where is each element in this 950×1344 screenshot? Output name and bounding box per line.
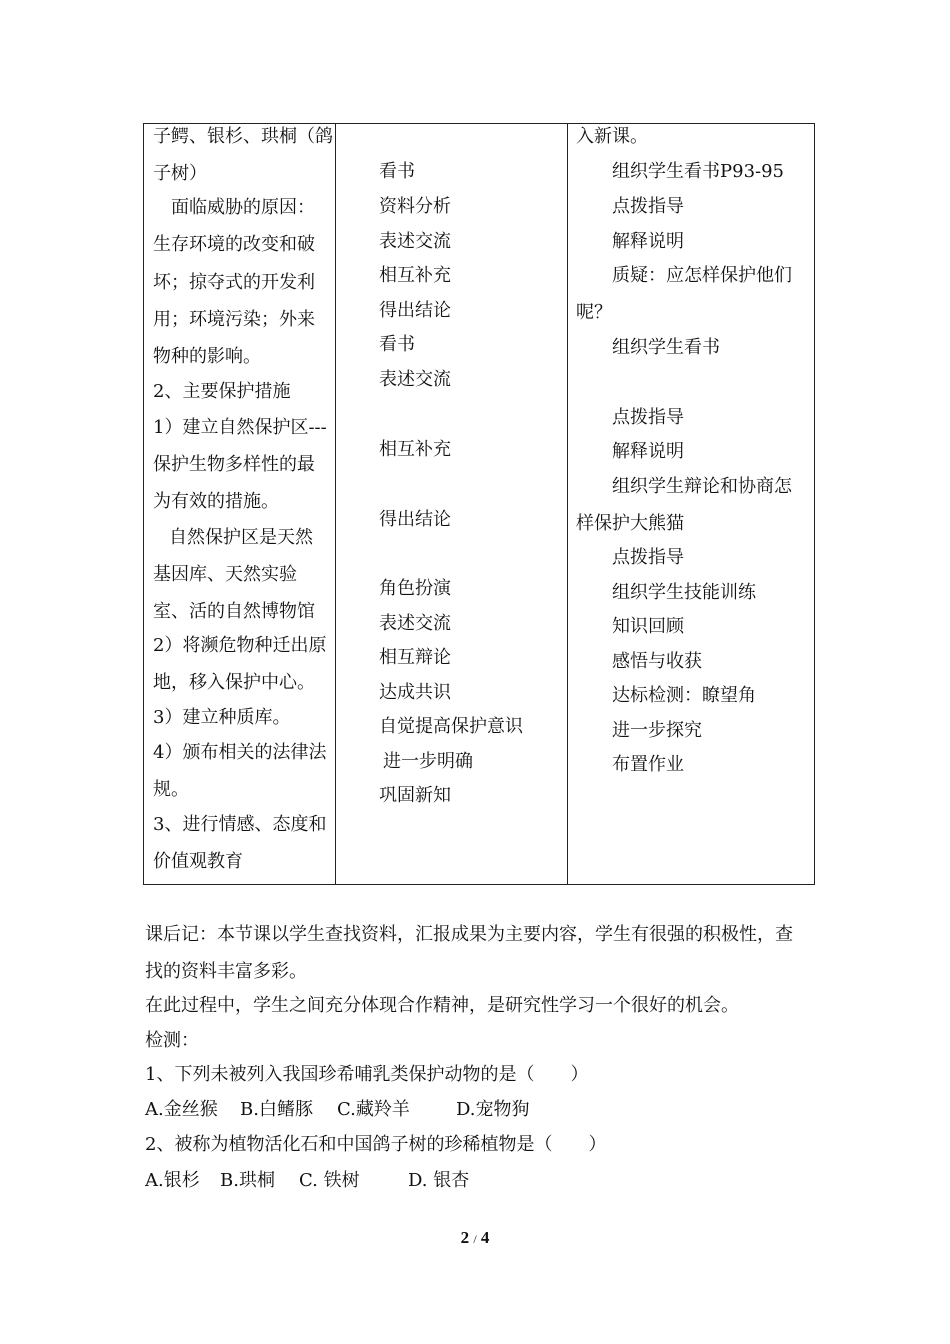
table-line: 看书 xyxy=(379,334,415,355)
table-line: 达标检测：瞭望角 xyxy=(612,685,756,706)
table-line: 组织学生看书P93-95 xyxy=(612,161,785,182)
table-line: 布置作业 xyxy=(612,754,684,775)
table-border-right xyxy=(814,123,815,885)
table-line: 感悟与收获 xyxy=(612,651,702,672)
table-line: 得出结论 xyxy=(379,300,451,321)
table-line: 自然保护区是天然 xyxy=(169,527,313,548)
question-1-option-d: D.宠物狗 xyxy=(456,1099,530,1120)
table-line: 解释说明 xyxy=(612,231,684,252)
table-line: 角色扮演 xyxy=(379,578,451,599)
table-line: 相互补充 xyxy=(379,439,451,460)
table-line: 2、主要保护措施 xyxy=(153,381,291,402)
table-line: 用；环境污染；外来 xyxy=(153,309,315,330)
question-2-option-b: B.珙桐 xyxy=(220,1170,275,1191)
table-border-left xyxy=(143,123,144,885)
table-line: 组织学生看书 xyxy=(612,337,720,358)
table-border-top xyxy=(143,123,815,124)
question-1: 1、下列未被列入我国珍希哺乳类保护动物的是（ ） xyxy=(145,1064,589,1085)
table-line: 入新课。 xyxy=(576,126,648,147)
table-line: 为有效的措施。 xyxy=(153,491,279,512)
table-line: 相互补充 xyxy=(379,265,451,286)
table-line: 进一步探究 xyxy=(612,720,702,741)
page-total: 4 xyxy=(480,1228,490,1247)
table-line: 样保护大熊猫 xyxy=(576,513,684,534)
question-2-option-a: A.银杉 xyxy=(145,1170,200,1191)
page-separator: / xyxy=(473,1232,477,1246)
table-line: 巩固新知 xyxy=(379,785,451,806)
table-line: 地，移入保护中心。 xyxy=(153,672,315,693)
table-line: 1）建立自然保护区--- xyxy=(153,417,327,438)
table-line: 点拨指导 xyxy=(612,547,684,568)
afterword-line-2: 找的资料丰富多彩。 xyxy=(145,961,307,982)
table-line: 生存环境的改变和破 xyxy=(153,234,315,255)
table-line: 相互辩论 xyxy=(379,647,451,668)
question-1-option-b: B.白鳍豚 xyxy=(240,1099,313,1120)
table-line: 解释说明 xyxy=(612,441,684,462)
table-border-bottom xyxy=(143,884,815,885)
question-1-option-c: C.藏羚羊 xyxy=(337,1099,410,1120)
table-divider-1 xyxy=(335,123,336,885)
table-line: 呢？ xyxy=(576,302,612,323)
table-line: 坏；掠夺式的开发利 xyxy=(153,272,315,293)
question-2-option-c: C. 铁树 xyxy=(299,1170,360,1191)
table-line: 物种的影响。 xyxy=(153,346,261,367)
table-line: 知识回顾 xyxy=(612,616,684,637)
table-line: 3、进行情感、态度和 xyxy=(153,814,327,835)
table-line: 2）将濒危物种迁出原 xyxy=(153,635,327,656)
table-line: 点拨指导 xyxy=(612,196,684,217)
table-line: 室、活的自然博物馆 xyxy=(153,601,315,622)
table-line: 看书 xyxy=(379,161,415,182)
table-line: 价值观教育 xyxy=(153,851,243,872)
afterword-line-1: 课后记：本节课以学生查找资料，汇报成果为主要内容，学生有很强的积极性，查 xyxy=(145,924,793,945)
table-line: 资料分析 xyxy=(379,196,451,217)
table-line: 子鳄、银杉、珙桐（鸽 xyxy=(153,126,333,147)
table-line: 表述交流 xyxy=(379,231,451,252)
question-2-option-d: D. 银杏 xyxy=(408,1170,470,1191)
table-line: 4）颁布相关的法律法 xyxy=(153,742,327,763)
table-divider-2 xyxy=(567,123,568,885)
table-line: 达成共识 xyxy=(379,682,451,703)
table-line: 组织学生辩论和协商怎 xyxy=(612,476,792,497)
question-1-option-a: A.金丝猴 xyxy=(145,1099,218,1120)
table-line: 得出结论 xyxy=(379,509,451,530)
table-line: 面临威胁的原因： xyxy=(171,197,315,218)
table-line: 保护生物多样性的最 xyxy=(153,454,315,475)
table-line: 3）建立种质库。 xyxy=(153,707,291,728)
table-line: 组织学生技能训练 xyxy=(612,582,756,603)
table-line: 进一步明确 xyxy=(383,751,473,772)
table-line: 自觉提高保护意识 xyxy=(379,716,523,737)
table-line: 基因库、天然实验 xyxy=(153,564,297,585)
table-line: 规。 xyxy=(153,779,189,800)
lesson-table xyxy=(143,123,815,885)
table-line: 质疑：应怎样保护他们 xyxy=(612,265,792,286)
afterword-line-3: 在此过程中，学生之间充分体现合作精神，是研究性学习一个很好的机会。 xyxy=(145,995,739,1016)
table-line: 表述交流 xyxy=(379,369,451,390)
table-line: 子树） xyxy=(153,163,207,184)
test-heading: 检测： xyxy=(145,1030,199,1051)
page-current: 2 xyxy=(460,1228,470,1247)
table-line: 表述交流 xyxy=(379,613,451,634)
page-number xyxy=(0,1228,950,1248)
question-2: 2、被称为植物活化石和中国鸽子树的珍稀植物是（ ） xyxy=(145,1134,607,1155)
table-line: 点拨指导 xyxy=(612,407,684,428)
